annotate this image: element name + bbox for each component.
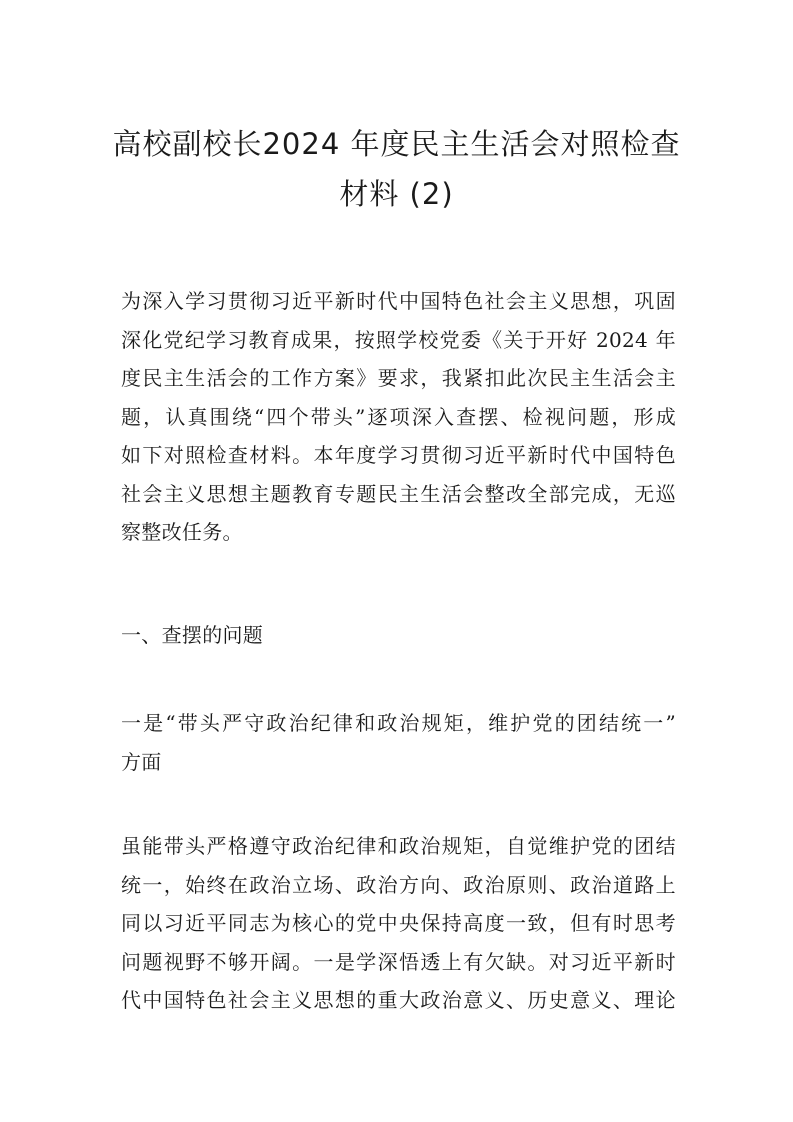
section-heading-text: 一、查摆的问题 — [121, 623, 264, 647]
intro-line: 为深入学习贯彻习近平新时代中国特色社会主义思想，巩固 — [121, 289, 676, 313]
body-line: 统一，始终在政治立场、政治方向、政治原则、政治道路上 — [121, 872, 676, 897]
body-line: 代中国特色社会主义思想的重大政治意义、历史意义、理论 — [121, 988, 676, 1012]
intro-line: 社会主义思想主题教育专题民主生活会整改全部完成，无巡 — [121, 481, 676, 506]
intro-line: 深化党纪学习教育成果，按照学校党委《关于开好 2024 年 — [121, 327, 676, 352]
body-line: 问题视野不够开阔。一是学深悟透上有欠缺。对习近平新时 — [121, 949, 676, 974]
section-heading — [121, 616, 676, 655]
intro-paragraph — [121, 282, 676, 552]
subsection-heading — [121, 704, 676, 781]
document-title-line-2: 材料 (2) — [339, 177, 454, 211]
document-title-line-1: 高校副校长2024 年度民主生活会对照检查 — [112, 127, 681, 161]
body-paragraph — [121, 827, 676, 1020]
subsection-heading-line: 方面 — [121, 749, 162, 774]
body-line: 虽能带头严格遵守政治纪律和政治规矩，自觉维护党的团结 — [121, 834, 676, 858]
intro-line: 度民主生活会的工作方案》要求，我紧扣此次民主生活会主 — [121, 366, 676, 390]
body-line: 同以习近平同志为核心的党中央保持高度一致，但有时思考 — [121, 911, 676, 935]
subsection-heading-line: 一是“带头严守政治纪律和政治规矩，维护党的团结统一” — [121, 711, 676, 735]
intro-line: 察整改任务。 — [121, 520, 243, 544]
intro-line: 如下对照检查材料。本年度学习贯彻习近平新时代中国特色 — [121, 443, 676, 467]
intro-line: 题，认真围绕“四个带头”逐项深入查摆、检视问题，形成 — [121, 404, 676, 429]
